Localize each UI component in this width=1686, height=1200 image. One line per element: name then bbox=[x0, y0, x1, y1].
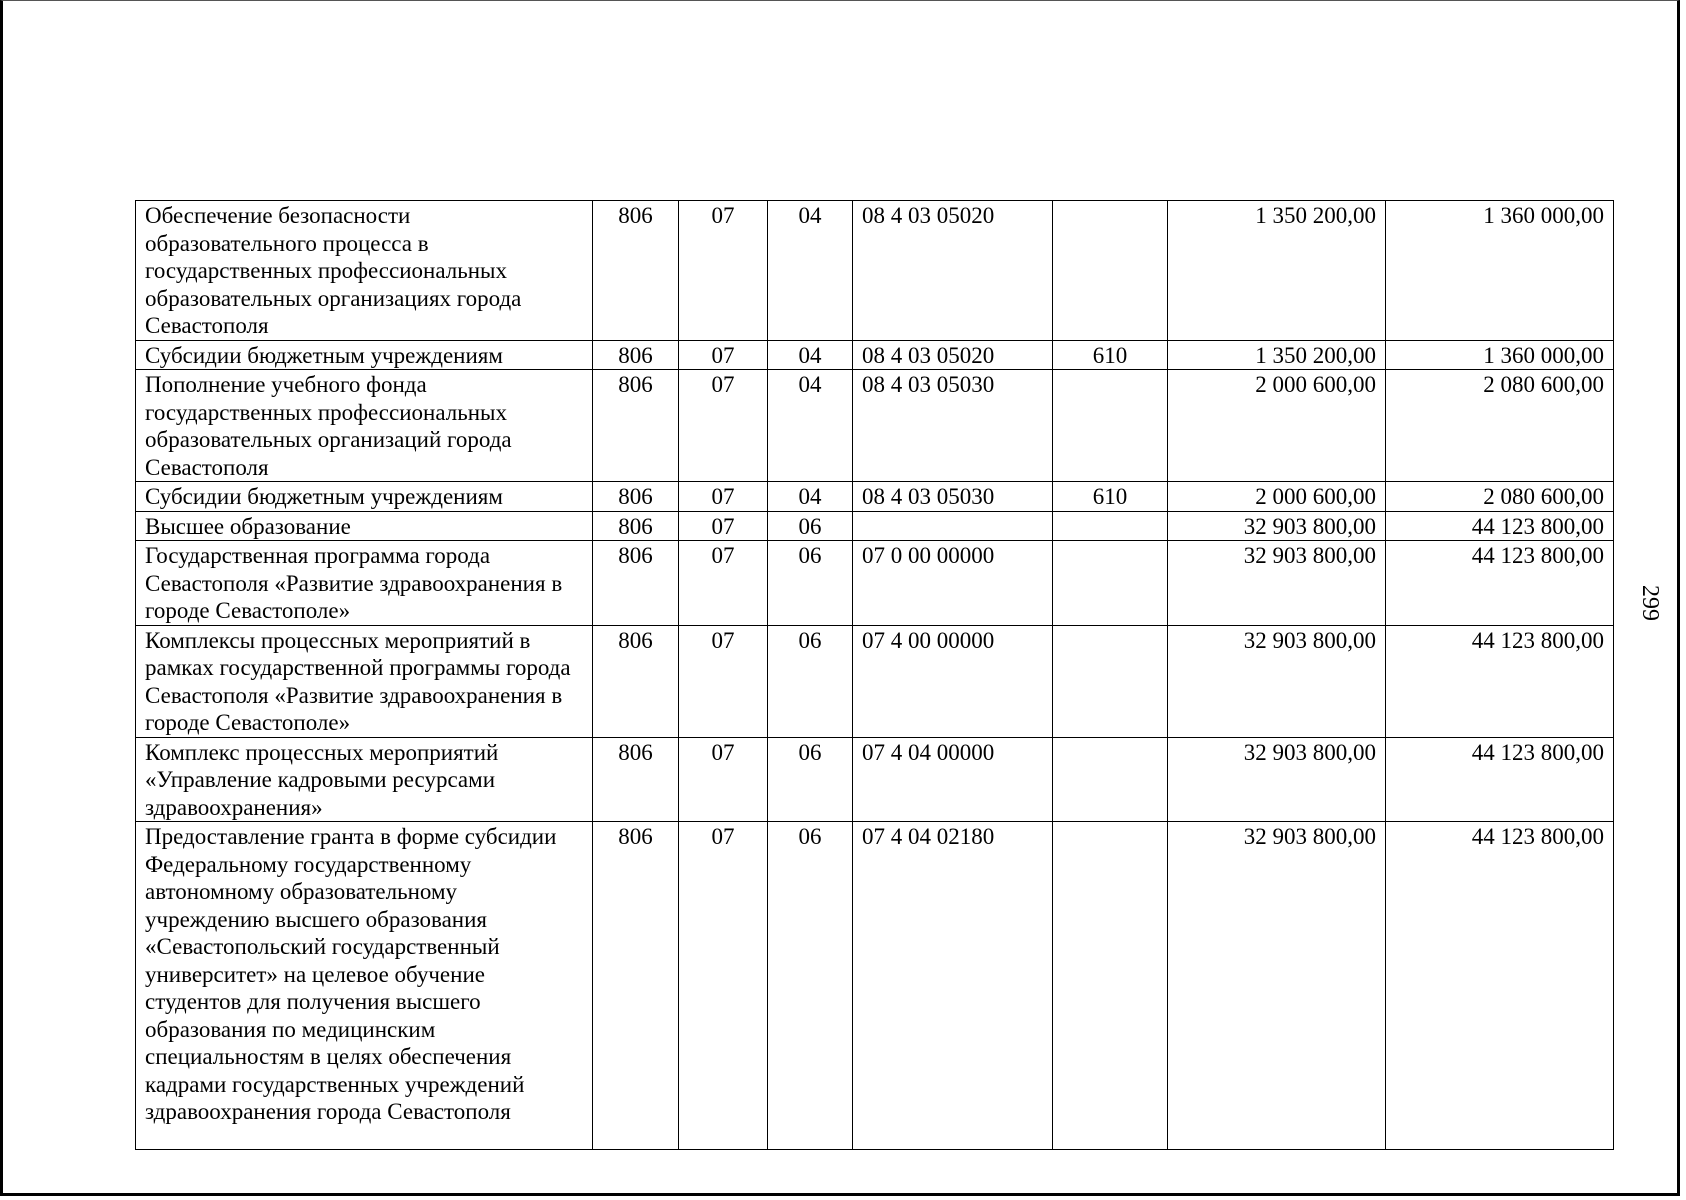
budget-table bbox=[135, 200, 1614, 1150]
row-name-cell: Обеспечение безопасности образовательного процесса в государственных профессиональных образовательных организациях города Севастополя bbox=[136, 201, 593, 341]
sum-1-cell: 1 350 200,00 bbox=[1168, 201, 1386, 341]
target-article-cell: 08 4 03 05030 bbox=[853, 370, 1053, 482]
row-name-cell: Субсидии бюджетным учреждениям bbox=[136, 340, 593, 370]
grbs-cell: 806 bbox=[593, 370, 679, 482]
section-cell: 07 bbox=[679, 201, 768, 341]
section-cell: 07 bbox=[679, 370, 768, 482]
sum-2-cell: 2 080 600,00 bbox=[1386, 482, 1614, 512]
sum-1-cell: 1 350 200,00 bbox=[1168, 340, 1386, 370]
sum-1-cell: 32 903 800,00 bbox=[1168, 737, 1386, 822]
sum-1-cell: 2 000 600,00 bbox=[1168, 370, 1386, 482]
page-number: 299 bbox=[1637, 585, 1663, 621]
subsection-cell: 06 bbox=[768, 625, 853, 737]
section-cell: 07 bbox=[679, 541, 768, 626]
target-article-cell bbox=[853, 511, 1053, 541]
expense-type-cell bbox=[1053, 822, 1168, 1150]
table-row bbox=[136, 625, 1614, 737]
sum-2-cell: 1 360 000,00 bbox=[1386, 340, 1614, 370]
target-article-cell: 08 4 03 05020 bbox=[853, 340, 1053, 370]
expense-type-cell bbox=[1053, 541, 1168, 626]
table-row bbox=[136, 482, 1614, 512]
expense-type-cell bbox=[1053, 201, 1168, 341]
target-article-cell: 08 4 03 05030 bbox=[853, 482, 1053, 512]
grbs-cell: 806 bbox=[593, 511, 679, 541]
row-name-cell: Пополнение учебного фонда государственных профессиональных образовательных организаций города Севастополя bbox=[136, 370, 593, 482]
grbs-cell: 806 bbox=[593, 201, 679, 341]
sum-2-cell: 44 123 800,00 bbox=[1386, 511, 1614, 541]
section-cell: 07 bbox=[679, 340, 768, 370]
sum-1-cell: 32 903 800,00 bbox=[1168, 822, 1386, 1150]
grbs-cell: 806 bbox=[593, 822, 679, 1150]
sum-2-cell: 44 123 800,00 bbox=[1386, 541, 1614, 626]
subsection-cell: 06 bbox=[768, 737, 853, 822]
row-name-cell: Государственная программа города Севастополя «Развитие здравоохранения в городе Севастополе» bbox=[136, 541, 593, 626]
grbs-cell: 806 bbox=[593, 625, 679, 737]
section-cell: 07 bbox=[679, 482, 768, 512]
sum-2-cell: 2 080 600,00 bbox=[1386, 370, 1614, 482]
table-row bbox=[136, 541, 1614, 626]
subsection-cell: 06 bbox=[768, 541, 853, 626]
row-name-cell: Комплексы процессных мероприятий в рамках государственной программы города Севастополя «Развитие здравоохранения в городе Севастополе» bbox=[136, 625, 593, 737]
row-name-cell: Предоставление гранта в форме субсидии Федеральному государственному автономному образовательному учреждению высшего образования «Севастопольский государственный университет» на целевое обучение студентов для получения высшего образования по медицинским специальностям в целях обеспечения кадрами государственных учреждений здравоохранения города Севастополя bbox=[136, 822, 593, 1150]
section-cell: 07 bbox=[679, 822, 768, 1150]
sum-1-cell: 32 903 800,00 bbox=[1168, 541, 1386, 626]
grbs-cell: 806 bbox=[593, 482, 679, 512]
row-name-cell: Комплекс процессных мероприятий «Управление кадровыми ресурсами здравоохранения» bbox=[136, 737, 593, 822]
target-article-cell: 08 4 03 05020 bbox=[853, 201, 1053, 341]
target-article-cell: 07 4 00 00000 bbox=[853, 625, 1053, 737]
target-article-cell: 07 4 04 00000 bbox=[853, 737, 1053, 822]
subsection-cell: 04 bbox=[768, 482, 853, 512]
expense-type-cell bbox=[1053, 737, 1168, 822]
expense-type-cell: 610 bbox=[1053, 340, 1168, 370]
section-cell: 07 bbox=[679, 625, 768, 737]
expense-type-cell bbox=[1053, 625, 1168, 737]
grbs-cell: 806 bbox=[593, 737, 679, 822]
target-article-cell: 07 4 04 02180 bbox=[853, 822, 1053, 1150]
table-row bbox=[136, 737, 1614, 822]
sum-1-cell: 32 903 800,00 bbox=[1168, 511, 1386, 541]
table-row bbox=[136, 340, 1614, 370]
table-row bbox=[136, 822, 1614, 1150]
subsection-cell: 04 bbox=[768, 201, 853, 341]
expense-type-cell: 610 bbox=[1053, 482, 1168, 512]
subsection-cell: 04 bbox=[768, 340, 853, 370]
subsection-cell: 06 bbox=[768, 511, 853, 541]
table-row bbox=[136, 511, 1614, 541]
sum-1-cell: 32 903 800,00 bbox=[1168, 625, 1386, 737]
target-article-cell: 07 0 00 00000 bbox=[853, 541, 1053, 626]
sum-2-cell: 44 123 800,00 bbox=[1386, 625, 1614, 737]
section-cell: 07 bbox=[679, 511, 768, 541]
grbs-cell: 806 bbox=[593, 340, 679, 370]
sum-1-cell: 2 000 600,00 bbox=[1168, 482, 1386, 512]
subsection-cell: 04 bbox=[768, 370, 853, 482]
table-row bbox=[136, 201, 1614, 341]
row-name-cell: Высшее образование bbox=[136, 511, 593, 541]
sum-2-cell: 1 360 000,00 bbox=[1386, 201, 1614, 341]
expense-type-cell bbox=[1053, 511, 1168, 541]
grbs-cell: 806 bbox=[593, 541, 679, 626]
expense-type-cell bbox=[1053, 370, 1168, 482]
row-name-cell: Субсидии бюджетным учреждениям bbox=[136, 482, 593, 512]
subsection-cell: 06 bbox=[768, 822, 853, 1150]
section-cell: 07 bbox=[679, 737, 768, 822]
sum-2-cell: 44 123 800,00 bbox=[1386, 822, 1614, 1150]
table-row bbox=[136, 370, 1614, 482]
sum-2-cell: 44 123 800,00 bbox=[1386, 737, 1614, 822]
